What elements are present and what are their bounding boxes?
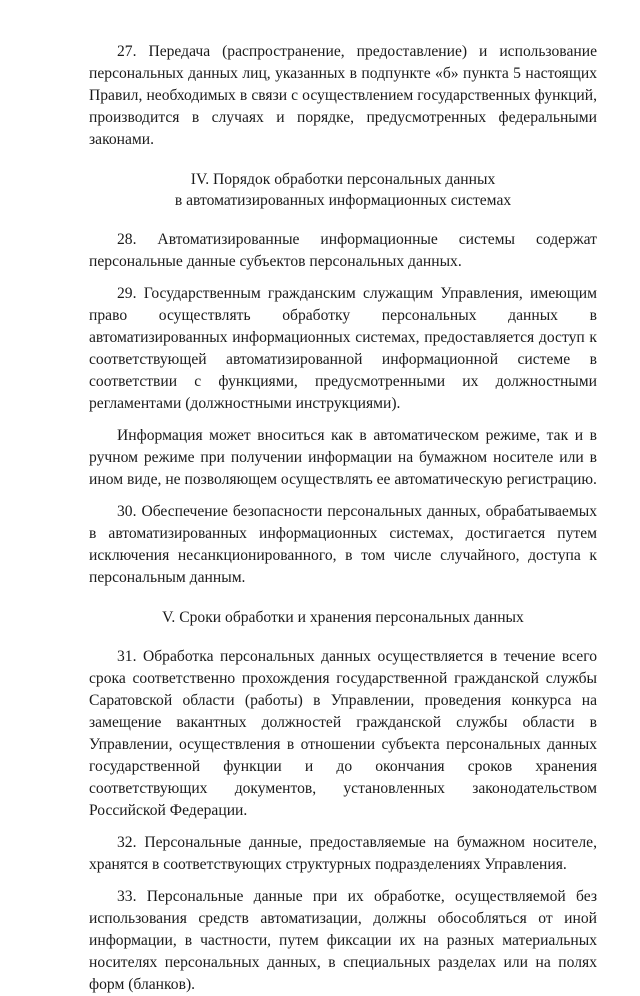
document-page: [89, 41, 597, 996]
paragraph-32: 32. Персональные данные, предоставляемые на бумажном носителе, хранятся в соответствующих структурных подразделениях Управления.: [89, 834, 597, 873]
paragraph-28: 28. Автоматизированные информационные системы содержат персональные данные субъектов персональных данных.: [89, 231, 597, 270]
section-5-heading-text: V. Сроки обработки и хранения персональных данных: [162, 609, 524, 626]
paragraph-29: 29. Государственным гражданским служащим Управления, имеющим право осуществлять обработку персональных данных в автоматизированных информационных системах, предоставляется доступ к соответствующей автоматизированной информационной системе в соответствии с функциями, предусмотренными их должностными регламентами (должностными инструкциями).: [89, 285, 597, 412]
paragraph-33: 33. Персональные данные при их обработке, осуществляемой без использования средств автоматизации, должны обособляться от иной информации, в частности, путем фиксации их на разных материальных носителях персональных данных, в специальных разделах или на полях форм (бланков).: [89, 888, 597, 993]
paragraph-31: 31. Обработка персональных данных осуществляется в течение всего срока соответственно прохождения государственной гражданской службы Саратовской области (работы) в Управлении, проведения конкурса на замещение вакантных должностей гражданской службы области в Управлении, осуществления в отношении субъекта персональных данных государственной функции и до окончания сроков хранения соответствующих документов, установленных законодательством Российской Федерации.: [89, 648, 597, 819]
paragraph-27: 27. Передача (распространение, предоставление) и использование персональных данных лиц, указанных в подпункте «б» пункта 5 настоящих Правил, необходимых в связи с осуществлением государственных функций, производится в случаях и порядке, предусмотренных федеральными законами.: [89, 43, 597, 148]
section-4-heading-line-2: в автоматизированных информационных системах: [174, 192, 512, 209]
paragraph-29-continuation: Информация может вноситься как в автоматическом режиме, так и в ручном режиме при получении информации на бумажном носителе или в ином виде, не позволяющем осуществлять ее автоматическую регистрацию.: [89, 427, 597, 488]
section-4-heading-line-1: IV. Порядок обработки персональных данных: [190, 171, 496, 188]
section-4-heading: [89, 169, 597, 211]
section-5-heading: [89, 607, 597, 628]
paragraph-30: 30. Обеспечение безопасности персональных данных, обрабатываемых в автоматизированных информационных системах, достигается путем исключения несанкционированного, в том числе случайного, доступа к персональным данным.: [89, 503, 597, 586]
